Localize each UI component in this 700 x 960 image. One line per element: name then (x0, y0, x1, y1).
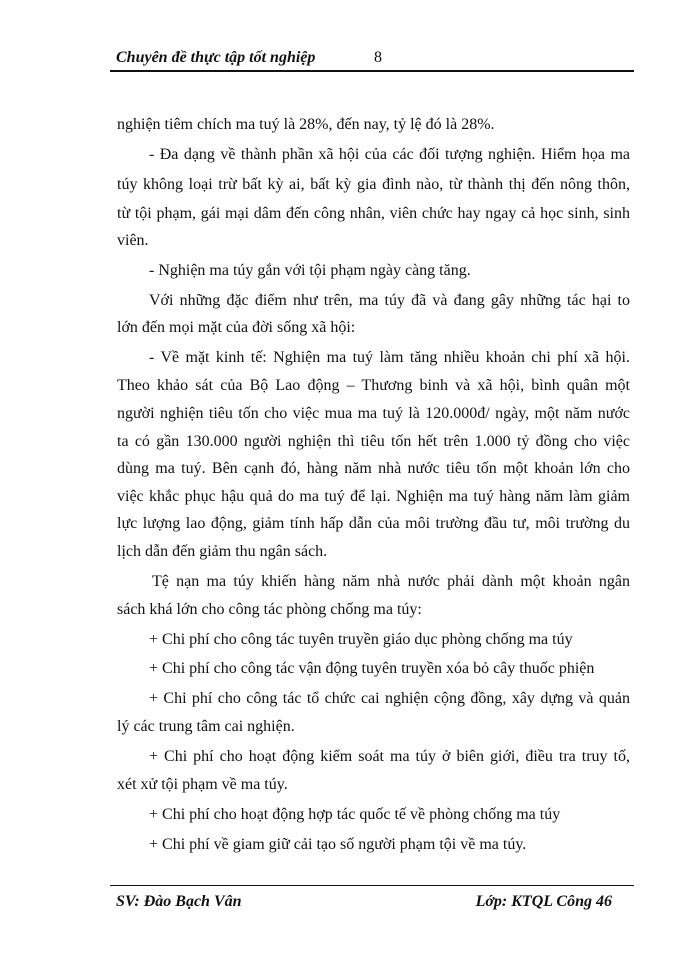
paragraph-line: Tệ nạn ma túy khiến hàng năm nhà nước phải dành một khoản ngân (152, 573, 630, 590)
paragraph-line: việc khắc phục hậu quả do ma tuý để lại. Nghiện ma tuý hàng năm làm giảm (117, 488, 630, 505)
list-item: + Chi phí về giam giữ cải tạo số người phạm tội về ma túy. (149, 836, 527, 853)
paragraph-line: người nghiện tiêu tốn cho việc mua ma tuý là 120.000đ/ ngày, một năm nước (117, 405, 630, 422)
paragraph-line: ta có gần 130.000 người nghiện thì tiêu tốn hết trên 1.000 tỷ đồng cho việc (117, 433, 630, 450)
paragraph-line: lực lượng lao động, giảm tính hấp dẫn của môi trường đầu tư, môi trường du (117, 515, 630, 532)
paragraph-line: từ tội phạm, gái mại dâm đến công nhân, viên chức hay ngay cả học sinh, sinh (117, 205, 630, 222)
paragraph-line: viên. (117, 232, 149, 249)
paragraph-line: - Đa dạng về thành phần xã hội của các đối tượng nghiện. Hiểm họa ma (149, 146, 630, 163)
paragraph-line: Với những đặc điểm như trên, ma túy đã và đang gây những tác hại to (149, 292, 630, 309)
list-item: + Chi phí cho hoạt động hợp tác quốc tế về phòng chống ma túy (149, 806, 561, 823)
footer-class: Lớp: KTQL Công 46 (475, 893, 612, 910)
paragraph-line: sách khá lớn cho công tác phòng chống ma túy: (117, 601, 422, 618)
paragraph-line: lớn đến mọi mặt của đời sống xã hội: (117, 319, 356, 336)
page-number: 8 (374, 49, 382, 66)
header-title: Chuyên đề thực tập tốt nghiệp (116, 49, 316, 66)
list-item: + Chi phí cho công tác tuyên truyền giáo dục phòng chống ma túy (149, 631, 573, 648)
footer-student: SV: Đào Bạch Vân (116, 893, 242, 910)
paragraph-line: - Về mặt kinh tế: Nghiện ma tuý làm tăng nhiều khoản chi phí xã hội. (149, 349, 630, 366)
list-item: + Chi phí cho công tác tổ chức cai nghiện cộng đồng, xây dựng và quản (149, 690, 630, 707)
paragraph-line: lịch dẫn đến giảm thu ngân sách. (117, 543, 328, 560)
page-footer (110, 885, 634, 910)
paragraph-line: Theo khảo sát của Bộ Lao động – Thương binh và xã hội, bình quân một (117, 377, 630, 394)
paragraph-line: - Nghiện ma túy gắn với tội phạm ngày càng tăng. (149, 262, 471, 279)
paragraph-line: nghiện tiêm chích ma tuý là 28%, đến nay, tỷ lệ đó là 28%. (117, 116, 495, 133)
list-item: + Chi phí cho hoạt động kiểm soát ma túy ở biên giới, điều tra truy tố, (149, 748, 630, 765)
paragraph-line: túy không loại trừ bất kỳ ai, bất kỳ gia đình nào, từ thành thị đến nông thôn, (117, 176, 630, 193)
paragraph-line: dùng ma tuý. Bên cạnh đó, hàng năm nhà nước tiêu tốn một khoản lớn cho (117, 460, 630, 477)
page-header (110, 46, 634, 72)
list-item: xét xử tội phạm về ma túy. (117, 776, 288, 793)
list-item: + Chi phí cho công tác vận động tuyên truyền xóa bỏ cây thuốc phiện (149, 660, 595, 677)
list-item: lý các trung tâm cai nghiện. (117, 718, 295, 735)
